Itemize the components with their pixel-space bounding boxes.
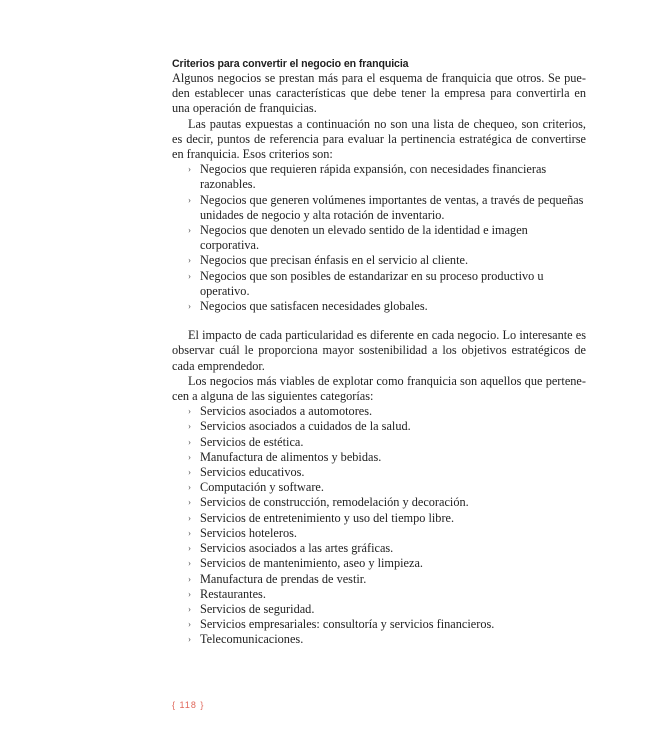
section-heading: Criterios para convertir el negocio en franquicia bbox=[172, 58, 409, 70]
criteria-item bbox=[172, 193, 586, 223]
bullet-icon: › bbox=[188, 225, 191, 236]
bullet-icon: › bbox=[188, 451, 191, 462]
bullet-icon: › bbox=[188, 543, 191, 554]
criteria-item bbox=[172, 162, 586, 192]
list-item-text: Servicios asociados a cuidados de la salud. bbox=[200, 419, 411, 434]
list-item-text: Negocios que requieren rápida expansión, con necesidades financieras razonables. bbox=[200, 162, 547, 192]
criteria-item bbox=[172, 299, 586, 314]
bullet-icon: › bbox=[188, 421, 191, 432]
bullet-icon: › bbox=[188, 194, 191, 205]
bullet-icon: › bbox=[188, 573, 191, 584]
category-item bbox=[172, 465, 586, 480]
bullet-icon: › bbox=[188, 436, 191, 447]
bullet-icon: › bbox=[188, 255, 191, 266]
category-item bbox=[172, 632, 586, 647]
list-item-text: Manufactura de prendas de vestir. bbox=[200, 571, 367, 586]
categories-list bbox=[172, 404, 586, 647]
bullet-icon: › bbox=[188, 164, 191, 175]
category-item bbox=[172, 541, 586, 556]
list-item-text: Servicios empresariales: consultoría y servicios financieros. bbox=[200, 617, 495, 632]
category-item bbox=[172, 572, 586, 587]
list-item-text: Negocios que satisfacen necesidades globales. bbox=[200, 299, 428, 314]
list-item-text: Servicios de seguridad. bbox=[200, 601, 315, 616]
bullet-icon: › bbox=[188, 512, 191, 523]
list-item-text: Manufactura de alimentos y bebidas. bbox=[200, 449, 382, 464]
bullet-icon: › bbox=[188, 467, 191, 478]
category-item bbox=[172, 602, 586, 617]
list-item-text: Servicios de estética. bbox=[200, 434, 304, 449]
category-item bbox=[172, 450, 586, 465]
bullet-icon: › bbox=[188, 497, 191, 508]
page-content bbox=[172, 57, 586, 648]
criteria-list bbox=[172, 162, 586, 314]
bullet-icon: › bbox=[188, 301, 191, 312]
paragraph-intro: Algunos negocios se prestan más para el esquema de franquicia que otros. Se pueden establecer unas características que debe tener la empresa para convertirla en una operación de franquicias. bbox=[172, 71, 586, 116]
list-item-text: Servicios asociados a automotores. bbox=[200, 404, 373, 419]
bullet-icon: › bbox=[188, 527, 191, 538]
category-item bbox=[172, 511, 586, 526]
category-item bbox=[172, 419, 586, 434]
category-item bbox=[172, 526, 586, 541]
category-item bbox=[172, 556, 586, 571]
bullet-icon: › bbox=[188, 482, 191, 493]
criteria-item bbox=[172, 223, 586, 253]
paragraph-criteria-intro: Las pautas expuestas a continuación no son una lista de chequeo, son criterios, es decir, puntos de referencia para evaluar la pertinencia estratégica de convertirse en franquicia. Esos criterios son: bbox=[172, 116, 586, 162]
bullet-icon: › bbox=[188, 634, 191, 645]
category-item bbox=[172, 495, 586, 510]
bullet-icon: › bbox=[188, 270, 191, 281]
paragraph-impact: El impacto de cada particularidad es diferente en cada negocio. Lo interesante es observar cuál le proporciona mayor sostenibilidad a los objetivos estratégicos de cada emprendedor. bbox=[172, 328, 586, 373]
list-item-text: Negocios que precisan énfasis en el servicio al cliente. bbox=[200, 253, 469, 268]
category-item bbox=[172, 435, 586, 450]
list-item-text: Computación y software. bbox=[200, 480, 324, 495]
list-item-text: Servicios educativos. bbox=[200, 465, 305, 480]
paragraph-categories-intro: Los negocios más viables de explotar como franquicia son aquellos que pertenecen a alguna de las siguientes categorías: bbox=[172, 373, 586, 404]
list-item-text: Restaurantes. bbox=[200, 586, 266, 601]
bullet-icon: › bbox=[188, 558, 191, 569]
list-item-text: Negocios que denoten un elevado sentido de la identidad e imagen corporativa. bbox=[200, 223, 528, 253]
category-item bbox=[172, 587, 586, 602]
list-item-text: Servicios de entretenimiento y uso del tiempo libre. bbox=[200, 510, 455, 525]
list-item-text: Servicios de mantenimiento, aseo y limpieza. bbox=[200, 556, 423, 571]
criteria-item bbox=[172, 269, 586, 299]
list-item-text: Telecomunicaciones. bbox=[200, 632, 304, 647]
category-item bbox=[172, 480, 586, 495]
bullet-icon: › bbox=[188, 406, 191, 417]
list-item-text: Negocios que generen volúmenes importantes de ventas, a través de pequeñas unidades de negocio y alta rotación de inventario. bbox=[200, 192, 584, 222]
bullet-icon: › bbox=[188, 603, 191, 614]
list-item-text: Servicios asociados a las artes gráficas. bbox=[200, 541, 394, 556]
category-item bbox=[172, 404, 586, 419]
list-item-text: Negocios que son posibles de estandarizar en su proceso productivo u operativo. bbox=[200, 268, 544, 298]
criteria-item bbox=[172, 253, 586, 268]
spacer bbox=[172, 314, 586, 328]
list-item-text: Servicios de construcción, remodelación y decoración. bbox=[200, 495, 469, 510]
list-item-text: Servicios hoteleros. bbox=[200, 525, 297, 540]
category-item bbox=[172, 617, 586, 632]
page-number: { 118 } bbox=[172, 700, 205, 710]
bullet-icon: › bbox=[188, 619, 191, 630]
bullet-icon: › bbox=[188, 588, 191, 599]
